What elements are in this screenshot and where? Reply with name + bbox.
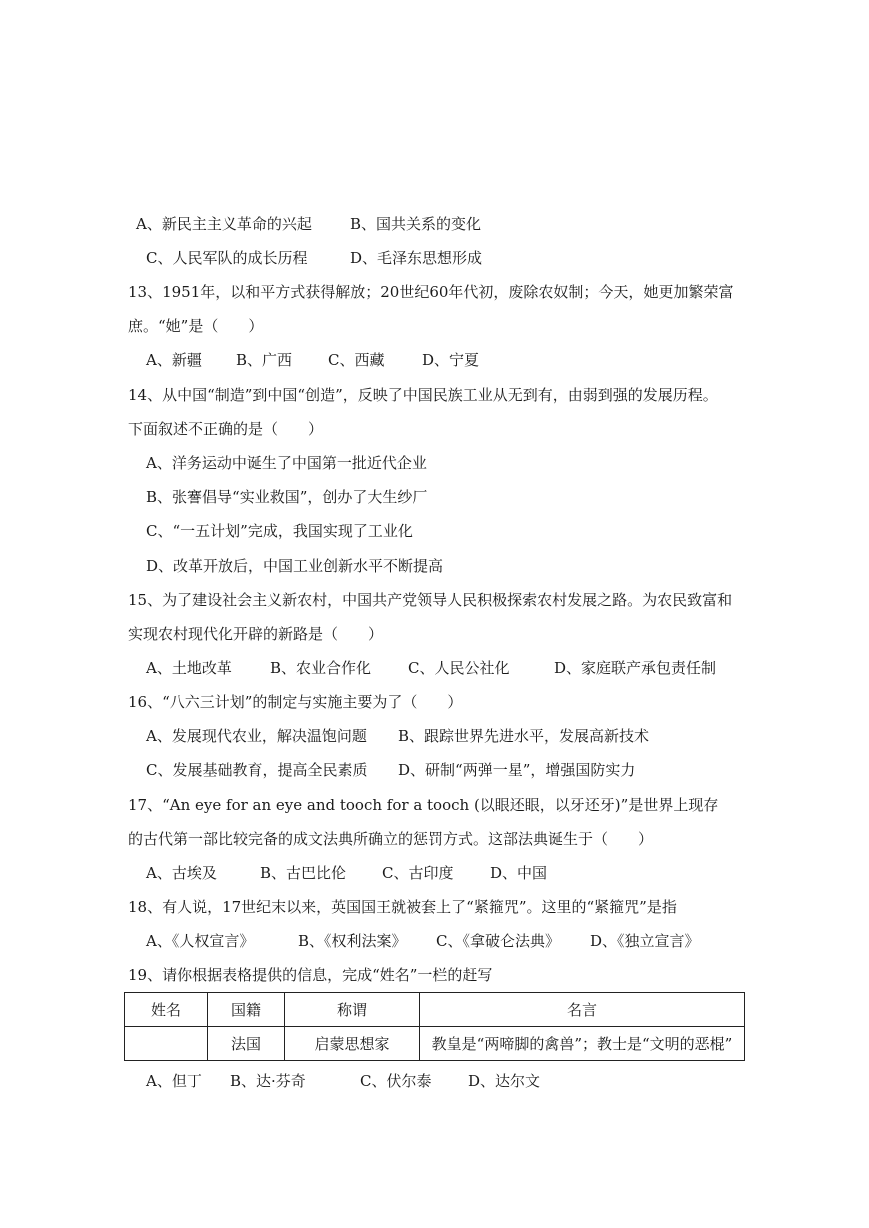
q12-option-a: A、新民主主义革命的兴起 xyxy=(136,215,312,233)
table-cell-name-blank xyxy=(125,1027,208,1061)
q19-info-table xyxy=(124,992,745,1061)
q19-options xyxy=(146,1071,540,1091)
q12-option-b: B、国共关系的变化 xyxy=(350,215,482,233)
table-header-cell: 国籍 xyxy=(208,993,285,1027)
table-header-cell: 姓名 xyxy=(125,993,208,1027)
q14-option-d: D、改革开放后，中国工业创新水平不断提高 xyxy=(146,557,444,575)
q18-options xyxy=(146,931,700,951)
table-cell: 法国 xyxy=(208,1027,285,1061)
q18-option-c: C、《拿破仑法典》 xyxy=(436,932,560,950)
q15-option-a: A、土地改革 xyxy=(146,659,232,677)
table-cell: 教皇是“两啼脚的禽兽”；教士是“文明的恶棍” xyxy=(420,1027,745,1061)
q12-option-d: D、毛泽东思想形成 xyxy=(350,249,483,267)
q14-option-a: A、洋务运动中诞生了中国第一批近代企业 xyxy=(146,454,427,472)
q19-option-d: D、达尔文 xyxy=(468,1072,541,1090)
q18-option-d: D、《独立宣言》 xyxy=(590,932,700,950)
q17-stem-line1: 17、“An eye for an eye and tooch for a tooch (以眼还眼，以牙还牙)”是世界上现存 xyxy=(128,796,719,814)
q17-option-d: D、中国 xyxy=(490,864,548,882)
q14-option-b: B、张謇倡导“实业救国”，创办了大生纱厂 xyxy=(146,488,428,506)
q18-stem: 18、有人说，17世纪末以来，英国国王就被套上了“紧箍咒”。这里的“紧箍咒”是指 xyxy=(128,898,677,916)
q12-options-row1 xyxy=(136,214,481,234)
q17-option-a: A、古埃及 xyxy=(146,864,217,882)
q17-option-c: C、古印度 xyxy=(382,864,454,882)
q13-option-d: D、宁夏 xyxy=(422,351,480,369)
q17-option-b: B、古巴比伦 xyxy=(260,864,347,882)
q15-option-d: D、家庭联产承包责任制 xyxy=(554,659,717,677)
q19-option-a: A、但丁 xyxy=(146,1072,202,1090)
q18-option-a: A、《人权宣言》 xyxy=(146,932,255,950)
table-header-row xyxy=(125,993,745,1027)
q16-options-row2 xyxy=(146,760,635,780)
q15-stem-line1: 15、为了建设社会主义新农村，中国共产党领导人民积极探索农村发展之路。为农民致富和 xyxy=(128,591,733,609)
q15-option-b: B、农业合作化 xyxy=(270,659,372,677)
q19-option-c: C、伏尔泰 xyxy=(360,1072,432,1090)
q16-option-d: D、研制“两弹一星”，增强国防实力 xyxy=(398,761,636,779)
q13-option-b: B、广西 xyxy=(236,351,293,369)
q13-stem-line2: 庶。“她”是（ ） xyxy=(128,317,264,335)
q19-option-b: B、达·芬奇 xyxy=(230,1072,306,1090)
q16-options-row1 xyxy=(146,726,649,746)
q13-stem-line1: 13、1951年，以和平方式获得解放；20世纪60年代初，废除农奴制；今天，她更加繁荣富 xyxy=(128,283,734,301)
q16-option-c: C、发展基础教育，提高全民素质 xyxy=(146,761,368,779)
q15-options xyxy=(146,658,716,678)
q12-option-c: C、人民军队的成长历程 xyxy=(146,249,308,267)
q16-option-b: B、跟踪世界先进水平，发展高新技术 xyxy=(398,727,650,745)
q14-option-c: C、“一五计划”完成，我国实现了工业化 xyxy=(146,522,413,540)
q17-stem-line2: 的古代第一部比较完备的成文法典所确立的惩罚方式。这部法典诞生于（ ） xyxy=(128,830,654,848)
q17-options xyxy=(146,863,547,883)
q19-stem: 19、请你根据表格提供的信息，完成“姓名”一栏的赶写 xyxy=(128,966,493,984)
q13-option-c: C、西藏 xyxy=(328,351,385,369)
q16-option-a: A、发展现代农业，解决温饱问题 xyxy=(146,727,367,745)
q14-stem-line2: 下面叙述不正确的是（ ） xyxy=(128,420,324,438)
table-header-cell: 名言 xyxy=(420,993,745,1027)
table-cell: 启蒙思想家 xyxy=(285,1027,420,1061)
q13-option-a: A、新疆 xyxy=(146,351,202,369)
q13-options xyxy=(146,350,479,370)
table-header-cell: 称谓 xyxy=(285,993,420,1027)
q15-stem-line2: 实现农村现代化开辟的新路是（ ） xyxy=(128,625,384,643)
q18-option-b: B、《权利法案》 xyxy=(298,932,407,950)
q14-stem-line1: 14、从中国“制造”到中国“创造”，反映了中国民族工业从无到有，由弱到强的发展历程。 xyxy=(128,386,718,404)
q12-options-row2 xyxy=(146,248,482,268)
table-row xyxy=(125,1027,745,1061)
q16-stem: 16、“八六三计划”的制定与实施主要为了（ ） xyxy=(128,693,463,711)
q15-option-c: C、人民公社化 xyxy=(408,659,510,677)
